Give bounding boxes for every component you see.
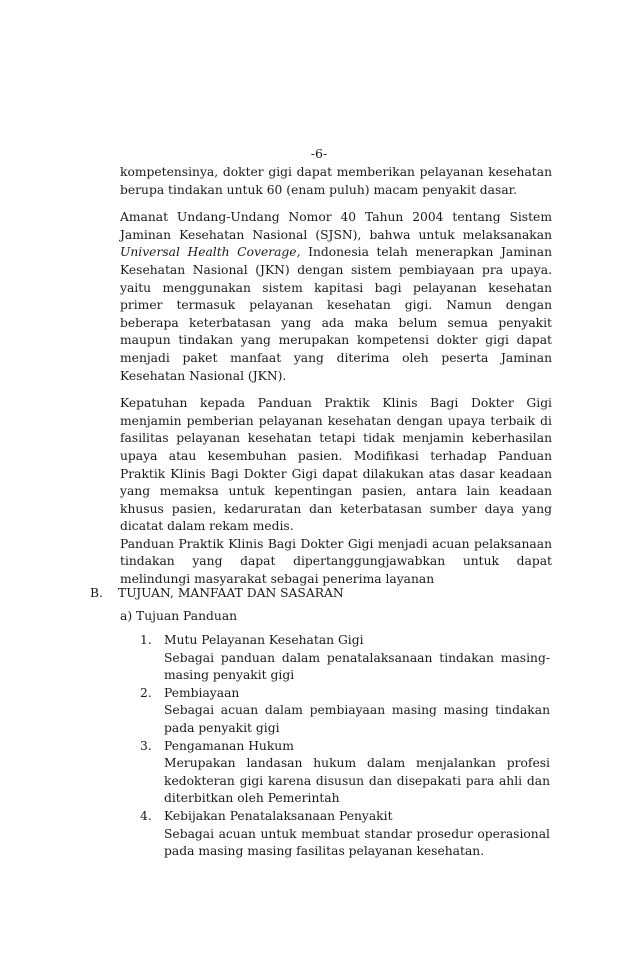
list-item-number: 1. — [140, 633, 152, 647]
paragraph-2-rest: Indonesia telah menerapkan Jaminan Kesehatan Nasional (JKN) dengan sistem pembiayaan pra upaya. yaitu menggunakan sistem kapitasi bagi pelayanan kesehatan primer termasuk pelayanan kesehatan gigi. Namun dengan beberapa keterbatasan yang ada maka belum semua penyakit maupun tindakan yang merupakan kompetensi dokter gigi dapat menjadi paket manfaat yang diterima oleh peserta Jaminan Kesehatan Nasional (JKN). — [120, 245, 552, 383]
list-item — [140, 808, 550, 861]
list-item — [140, 738, 550, 808]
paragraph-2 — [120, 209, 552, 385]
list-item-description: Sebagai acuan untuk membuat standar prosedur operasional pada masing masing fasilitas pelayanan kesehatan. — [164, 826, 550, 859]
list-item-description: Sebagai panduan dalam penatalaksanaan tindakan masing-masing penyakit gigi — [164, 650, 550, 683]
list-item-title: Pengamanan Hukum — [164, 738, 294, 753]
list-item-title: Mutu Pelayanan Kesehatan Gigi — [164, 633, 364, 647]
paragraph-2-start: Amanat Undang-Undang Nomor 40 Tahun 2004 tentang Sistem Jaminan Kesehatan Nasional (SJSN), bahwa untuk melaksanakan — [120, 210, 552, 242]
section-letter: B. — [90, 586, 103, 600]
universal-health-coverage-text: Universal Health Coverage, — [120, 245, 301, 260]
paragraph-3: Kepatuhan kepada Panduan Praktik Klinis Bagi Dokter Gigi menjamin pemberian pelayanan kesehatan dengan upaya terbaik di fasilitas pelayanan kesehatan tetapi tidak menjamin keberhasilan upaya atau kesembuhan pasien. Modifikasi terhadap Panduan Praktik Klinis Bagi Dokter Gigi dapat dilakukan atas dasar keadaan yang memaksa untuk kepentingan pasien, antara lain keadaan khusus pasien, kedaruratan dan keterbatasan sumber daya yang dicatat dalam rekam medis. — [120, 396, 552, 534]
list-item — [140, 632, 550, 685]
paragraph-4: Panduan Praktik Klinis Bagi Dokter Gigi menjadi acuan pelaksanaan tindakan yang dapat dipertanggungjawabkan untuk dapat melindungi masyarakat sebagai penerima layanan — [120, 536, 552, 587]
subsection-label: a) Tujuan Panduan — [120, 609, 238, 623]
list-item-number: 4. — [140, 808, 152, 823]
list-item-title: Kebijakan Penatalaksanaan Penyakit — [164, 808, 393, 823]
list-item-description: Merupakan landasan hukum dalam menjalankan profesi kedokteran gigi karena disusun dan disepakati para ahli dan diterbitkan oleh Pemerintah — [164, 756, 550, 806]
section-title: TUJUAN, MANFAAT DAN SASARAN — [118, 586, 344, 600]
list-item-number: 3. — [140, 738, 152, 753]
body-text — [120, 164, 552, 589]
list-item — [140, 685, 550, 738]
list-item-description: Sebagai acuan dalam pembiayaan masing masing tindakan pada penyakit gigi — [164, 703, 550, 735]
list-item-title: Pembiayaan — [164, 685, 240, 700]
paragraph-1: kompetensinya, dokter gigi dapat memberikan pelayanan kesehatan berupa tindakan untuk 60 (enam puluh) macam penyakit dasar. — [120, 165, 552, 197]
page-number: -6- — [310, 146, 328, 161]
objectives-list — [140, 632, 550, 861]
list-item-number: 2. — [140, 685, 152, 700]
